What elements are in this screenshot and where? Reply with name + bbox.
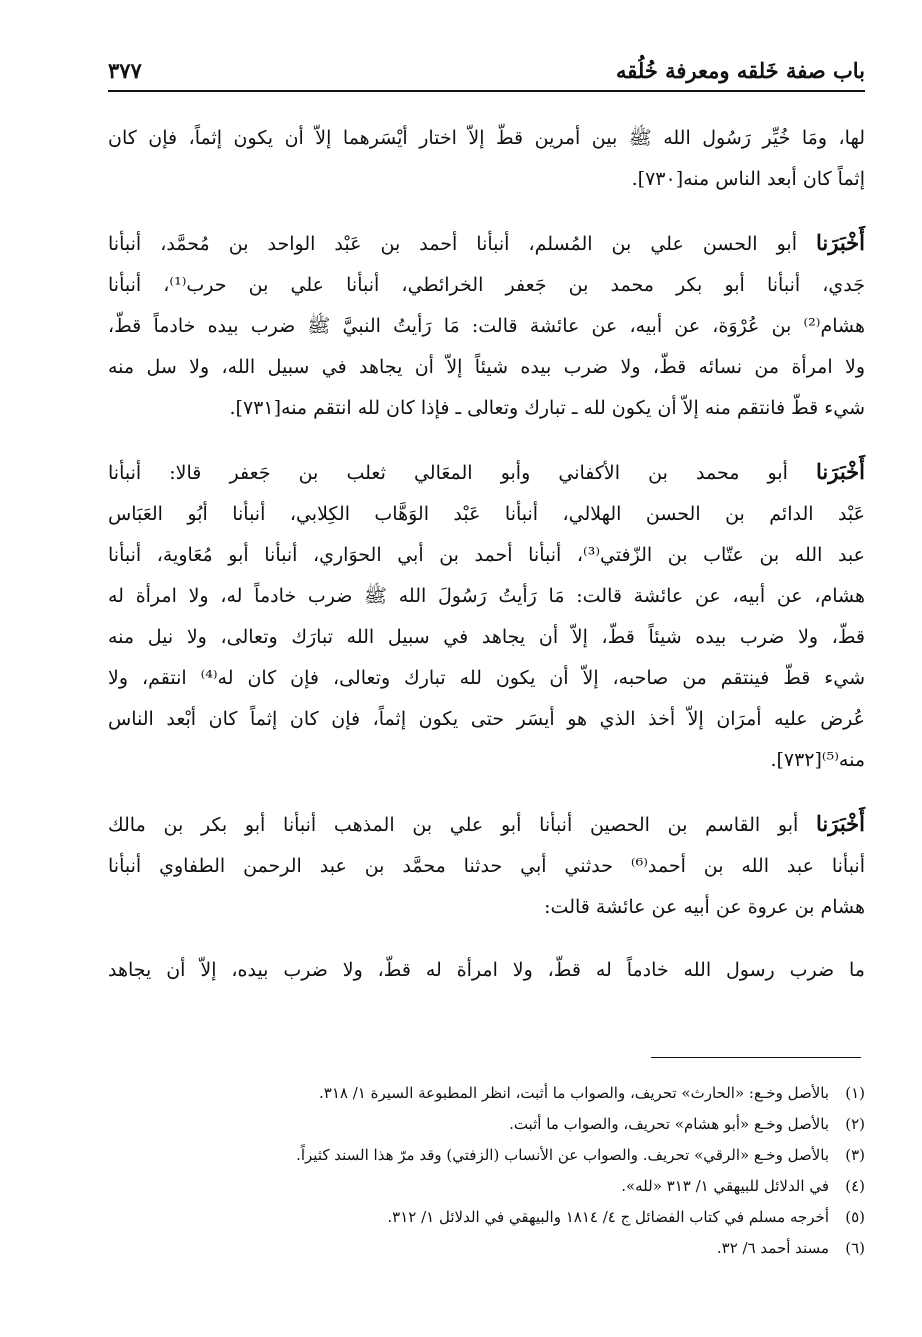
text-line: عُرض عليه أمرَان إلاّ أخذ الذي هو أيسَر حتى يكون إثماً، فإن كان إثماً كان أبْعد الناس — [108, 708, 865, 730]
lead-word: أَخْبَرَنا — [816, 811, 865, 836]
lead-word: أَخْبَرَنا — [816, 459, 865, 484]
text-line: هشام⁽²⁾ بن عُرْوَة، عن أبيه، عن عائشة قالت: مَا رَأيتُ النبيَّ ﷺ ضرب بيده خادماً قطّ، — [108, 315, 865, 337]
footnote-text: في الدلائل للبيهقي ١/ ٣١٣ «لله». — [621, 1177, 829, 1195]
text-line — [108, 222, 865, 265]
text-line — [108, 451, 865, 494]
text-line: قطّ، ولا ضرب بيده شيئاً قطّ، إلاّ أن يجاهد في سبيل الله تبارَك وتعالى، ولا نيل منه — [108, 626, 865, 648]
text-line: إثماً كان أبعد الناس منه[٧٣٠]. — [631, 168, 865, 190]
text-line-body: أبو الحسن علي بن المُسلم، أنبأنا أحمد بن عَبْد الواحد بن مُحمَّد، أنبأنا — [108, 233, 797, 255]
footnotes — [150, 1078, 865, 1264]
footnote-item — [150, 1171, 865, 1202]
chapter-title: باب صفة خَلقه ومعرفة خُلُقه — [615, 58, 865, 83]
footnote-number: (٤) — [845, 1177, 865, 1195]
footnote-text: بالأصل وخـع: «الحارث» تحريف، والصواب ما أثبت، انظر المطبوعة السيرة ١/ ٣١٨. — [318, 1084, 829, 1102]
footnote-item — [150, 1140, 865, 1171]
footnote-divider — [651, 1057, 861, 1058]
text-line: أنبأنا عبد الله بن أحمد⁽⁶⁾ حدثني أبي حدثنا محمَّد بن عبد الرحمن الطفاوي أنبأنا — [108, 855, 865, 877]
paragraph-3 — [108, 451, 865, 781]
footnote-number: (٥) — [845, 1208, 865, 1226]
header-divider — [108, 90, 865, 92]
footnote-text: بالأصل وخـع «أبو هشام» تحريف، والصواب ما أثبت. — [509, 1115, 829, 1133]
footnote-text: بالأصل وخـع «الرقي» تحريف. والصواب عن الأنساب (الزفتي) وقد مرّ هذا السند كثيراً. — [296, 1146, 829, 1164]
text-line: عَبْد الدائم بن الحسن الهلالي، أنبأنا عَبْد الوَهَّاب الكِلابي، أنبأنا أبُو العَبَاس — [108, 503, 865, 525]
text-line: شيء قطّ فانتقم منه إلاّ أن يكون لله ـ تبارك وتعالى ـ فإذا كان لله انتقم منه[٧٣١]. — [229, 397, 865, 419]
text-line: منه⁽⁵⁾[٧٣٢]. — [770, 749, 865, 771]
paragraph-4 — [108, 803, 865, 928]
footnote-item — [150, 1202, 865, 1233]
paragraph-2 — [108, 222, 865, 429]
footnote-item — [150, 1233, 865, 1264]
footnote-item — [150, 1109, 865, 1140]
text-line: هشام بن عروة عن أبيه عن عائشة قالت: — [544, 896, 865, 918]
footnote-number: (٢) — [845, 1115, 865, 1133]
main-text — [108, 118, 865, 1013]
text-line: ما ضرب رسول الله خادماً له قطّ، ولا امرأة له قطّ، ولا ضرب بيده، إلاّ أن يجاهد — [108, 959, 865, 981]
text-line: هشام، عن أبيه، عن عائشة قالت: مَا رَأيتُ رَسُولَ الله ﷺ ضرب خادماً له، ولا امرأة له — [108, 585, 865, 607]
footnote-number: (٦) — [845, 1239, 865, 1257]
text-line-body: أبو القاسم بن الحصين أنبأنا أبو علي بن المذهب أنبأنا أبو بكر بن مالك — [108, 814, 799, 836]
paragraph-1 — [108, 118, 865, 200]
text-line: عبد الله بن عتّاب بن الزّفتي⁽³⁾، أنبأنا أحمد بن أبي الحوَاري، أنبأنا أبو مُعَاوية، أنبأنا — [108, 544, 865, 566]
text-line — [108, 803, 865, 846]
text-line-body: أبو محمد بن الأكفاني وأبو المعَالي ثعلب بن جَعفر قالا: أنبأنا — [108, 462, 788, 484]
text-line: جَدي، أنبأنا أبو بكر محمد بن جَعفر الخرائطي، أنبأنا علي بن حرب⁽¹⁾، أنبأنا — [108, 274, 865, 296]
footnote-item — [150, 1078, 865, 1109]
footnote-number: (١) — [845, 1084, 865, 1102]
paragraph-5 — [108, 950, 865, 991]
lead-word: أَخْبَرَنا — [816, 230, 865, 255]
page-header — [108, 52, 865, 92]
page-number: ٣٧٧ — [108, 58, 142, 83]
text-line: لها، ومَا خُيِّر رَسُول الله ﷺ بين أمرين قطّ إلاّ اختار أيْسَرهما إلاّ أن يكون إثماً، فإن كان — [108, 127, 865, 149]
footnote-text: مسند أحمد ٦/ ٣٢. — [716, 1239, 829, 1257]
footnote-text: أخرجه مسلم في كتاب الفضائل ج ٤/ ١٨١٤ والبيهقي في الدلائل ١/ ٣١٢. — [387, 1208, 829, 1226]
footnote-number: (٣) — [845, 1146, 865, 1164]
text-line: شيء قطّ فينتقم من صاحبه، إلاّ أن يكون لله تبارك وتعالى، فإن كان له⁽⁴⁾ انتقم، ولا — [108, 667, 865, 689]
text-line: ولا امرأة من نسائه قطّ، ولا ضرب بيده شيئاً إلاّ أن يجاهد في سبيل الله، ولا سل منه — [108, 356, 865, 378]
